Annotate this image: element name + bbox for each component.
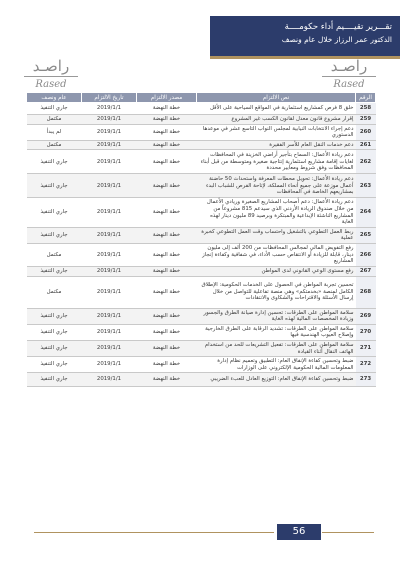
commitment-text: تحسين تجربة المواطن في الحصول على الخدمات الحكومية: الإطلاق الكامل لمنصة «بخدمتكم» وهي منصة تفاعلية للتواصل من خلال إرسال الأسئلة والاقتراحات والشكاوى والانتقادات: [197, 276, 356, 308]
commitment-source: خطة النهضة: [137, 243, 197, 266]
commitment-source: خطة النهضة: [137, 324, 197, 340]
row-number: 268: [356, 276, 376, 308]
commitment-status: جاري التنفيذ: [27, 103, 82, 115]
commitment-status: جاري التنفيذ: [27, 150, 82, 174]
commitment-date: 2019/1/1: [82, 266, 137, 276]
commitment-source: خطة النهضة: [137, 150, 197, 174]
row-number: 272: [356, 357, 376, 373]
commitment-source: خطة النهضة: [137, 276, 197, 308]
row-number: 261: [356, 140, 376, 150]
rased-logo-left: [24, 58, 78, 90]
commitment-source: خطة النهضة: [137, 124, 197, 140]
table-row: [27, 115, 376, 125]
commitment-status: مكتمل: [27, 276, 82, 308]
table-row: [27, 340, 376, 356]
commitment-text: إقرار مشروع قانون معدل لقانون الكسب غير المشروع: [197, 115, 356, 125]
commitment-status: جاري التنفيذ: [27, 174, 82, 198]
table-header-row: [27, 93, 376, 103]
commitment-status: جاري التنفيذ: [27, 308, 82, 324]
commitment-date: 2019/1/1: [82, 115, 137, 125]
commitments-table: [26, 92, 376, 387]
logo-divider: [322, 76, 376, 77]
commitment-source: خطة النهضة: [137, 198, 197, 227]
commitment-status: مكتمل: [27, 115, 82, 125]
commitment-text: سلامة المواطن على الطرقات: تشديد الرقابة على الطرق الخارجية وإصلاح العيوب الهندسية فيها: [197, 324, 356, 340]
report-title: تقـــرير تقيــــيم أداء حكومــــة: [284, 22, 392, 32]
logo-arabic-text: راصـد: [32, 57, 70, 75]
logo-latin-text: Rased: [35, 79, 67, 90]
commitment-source: خطة النهضة: [137, 373, 197, 387]
table-row: [27, 266, 376, 276]
commitment-source: خطة النهضة: [137, 174, 197, 198]
table-row: [27, 150, 376, 174]
commitment-date: 2019/1/1: [82, 140, 137, 150]
rased-logo-right: [322, 58, 376, 90]
table-row: [27, 124, 376, 140]
commitment-status: لم يبدأ: [27, 124, 82, 140]
column-header-number: الرقم: [356, 93, 376, 103]
footer-rule-end: [322, 532, 374, 533]
logo-arabic-text: راصـد: [330, 57, 368, 75]
commitment-text: سلامة المواطن على الطرقات: تحسين إدارة صيانة الطرق والجسور وزيادة المخصصات المالية لهذه الغاية: [197, 308, 356, 324]
table-row: [27, 103, 376, 115]
row-number: 266: [356, 243, 376, 266]
commitment-source: خطة النهضة: [137, 103, 197, 115]
commitment-text: دعم خدمات النقل العام للأسر الفقيرة: [197, 140, 356, 150]
commitment-text: دعم ريادة الأعمال: دعم أصحاب المشاريع الصغيرة وريادي الأعمال من خلال صندوق الريادة الأردني الذي سيدعم 815 مشروعاً من المشاريع الناشئة الإبداعية والمبتكرة وبرصيد 89 مليون دينار لهذه الغاية: [197, 198, 356, 227]
table-row: [27, 324, 376, 340]
commitment-date: 2019/1/1: [82, 324, 137, 340]
report-header: [210, 16, 400, 56]
commitment-status: جاري التنفيذ: [27, 324, 82, 340]
column-header-source: مصدر الالتزام: [137, 93, 197, 103]
table-row: [27, 357, 376, 373]
table-row: [27, 174, 376, 198]
commitment-text: خلق 8 فرص كمشاريع استثمارية في المواقع السياحية على الأقل: [197, 103, 356, 115]
commitment-source: خطة النهضة: [137, 357, 197, 373]
column-header-status: عام ونصف: [27, 93, 82, 103]
table-row: [27, 373, 376, 387]
row-number: 269: [356, 308, 376, 324]
commitment-source: خطة النهضة: [137, 308, 197, 324]
footer-rule: [34, 532, 274, 533]
commitment-text: ربط العمل التطوعي بالتشغيل واحتساب وقت العمل التطوعي كخبرة عملية: [197, 227, 356, 243]
commitment-text: دعم ريادة الأعمال: تحويل محطات المعرفة واستحداث 50 حاضنة أعمال موزعة على جميع أنحاء المملكة، لإتاحة الفرص للشباب البدء بمشاريعهم الخاصة في المحافظات: [197, 174, 356, 198]
commitment-date: 2019/1/1: [82, 124, 137, 140]
commitment-status: مكتمل: [27, 140, 82, 150]
table-row: [27, 198, 376, 227]
commitment-source: خطة النهضة: [137, 115, 197, 125]
row-number: 263: [356, 174, 376, 198]
row-number: 273: [356, 373, 376, 387]
commitment-date: 2019/1/1: [82, 276, 137, 308]
commitment-source: خطة النهضة: [137, 266, 197, 276]
commitment-date: 2019/1/1: [82, 174, 137, 198]
commitment-text: ضبط وتحسين كفاءة الإنفاق العام: التوزيع العادل للعبء الضريبي: [197, 373, 356, 387]
table-row: [27, 276, 376, 308]
commitment-date: 2019/1/1: [82, 357, 137, 373]
commitment-date: 2019/1/1: [82, 308, 137, 324]
commitment-date: 2019/1/1: [82, 340, 137, 356]
commitment-text: رفع مستوى الوعي القانوني لدى المواطن: [197, 266, 356, 276]
commitment-text: دعم إجراء الانتخابات النيابية لمجلس النواب التاسع عشر في موعدها الدستوري: [197, 124, 356, 140]
commitment-date: 2019/1/1: [82, 227, 137, 243]
commitment-text: ضبط وتحسين كفاءة الإنفاق العام: التطبيق وتعميم نظام إدارة المعلومات المالية الحكومية الإلكتروني على الوزارات: [197, 357, 356, 373]
column-header-date: تاريخ الالتزام: [82, 93, 137, 103]
table-body: [27, 103, 376, 387]
row-number: 264: [356, 198, 376, 227]
commitment-source: خطة النهضة: [137, 227, 197, 243]
commitment-date: 2019/1/1: [82, 243, 137, 266]
row-number: 267: [356, 266, 376, 276]
row-number: 265: [356, 227, 376, 243]
commitment-status: جاري التنفيذ: [27, 357, 82, 373]
commitment-date: 2019/1/1: [82, 150, 137, 174]
row-number: 262: [356, 150, 376, 174]
commitment-text: رفع التفويض المالي لمجالس المحافظات من 200 ألف إلى مليون دينار، قابلة للزيادة أو الانتقاص حسب الأداء، في شفافية وكفاءة إنجاز المشاريع: [197, 243, 356, 266]
commitment-source: خطة النهضة: [137, 140, 197, 150]
commitment-status: جاري التنفيذ: [27, 198, 82, 227]
row-number: 258: [356, 103, 376, 115]
table-row: [27, 227, 376, 243]
table-row: [27, 140, 376, 150]
logo-divider: [24, 76, 78, 77]
page-number: 56: [277, 524, 321, 540]
commitment-status: جاري التنفيذ: [27, 340, 82, 356]
row-number: 270: [356, 324, 376, 340]
report-subtitle: الدكتور عمر الرزاز خلال عام ونصف: [281, 35, 392, 44]
commitment-date: 2019/1/1: [82, 198, 137, 227]
commitment-status: جاري التنفيذ: [27, 373, 82, 387]
commitment-date: 2019/1/1: [82, 103, 137, 115]
commitment-text: سلامة المواطن على الطرقات: تفعيل التشريعات للحد من استخدام الهاتف النقال أثناء القيادة: [197, 340, 356, 356]
column-header-text: نص الالتزام: [197, 93, 356, 103]
commitment-status: جاري التنفيذ: [27, 266, 82, 276]
row-number: 271: [356, 340, 376, 356]
row-number: 259: [356, 115, 376, 125]
table-row: [27, 243, 376, 266]
commitment-status: مكتمل: [27, 243, 82, 266]
commitment-status: جاري التنفيذ: [27, 227, 82, 243]
commitment-source: خطة النهضة: [137, 340, 197, 356]
logo-latin-text: Rased: [333, 79, 365, 90]
row-number: 260: [356, 124, 376, 140]
table-row: [27, 308, 376, 324]
commitment-date: 2019/1/1: [82, 373, 137, 387]
commitment-text: دعم ريادة الأعمال: السماح بتأجير أراضي الخزينة في المحافظات لغايات إقامة مشاريع استثمارية إنتاجية صغيرة ومتوسطة من قبل أبناء المحافظات وفق شروط ومعايير محددة: [197, 150, 356, 174]
